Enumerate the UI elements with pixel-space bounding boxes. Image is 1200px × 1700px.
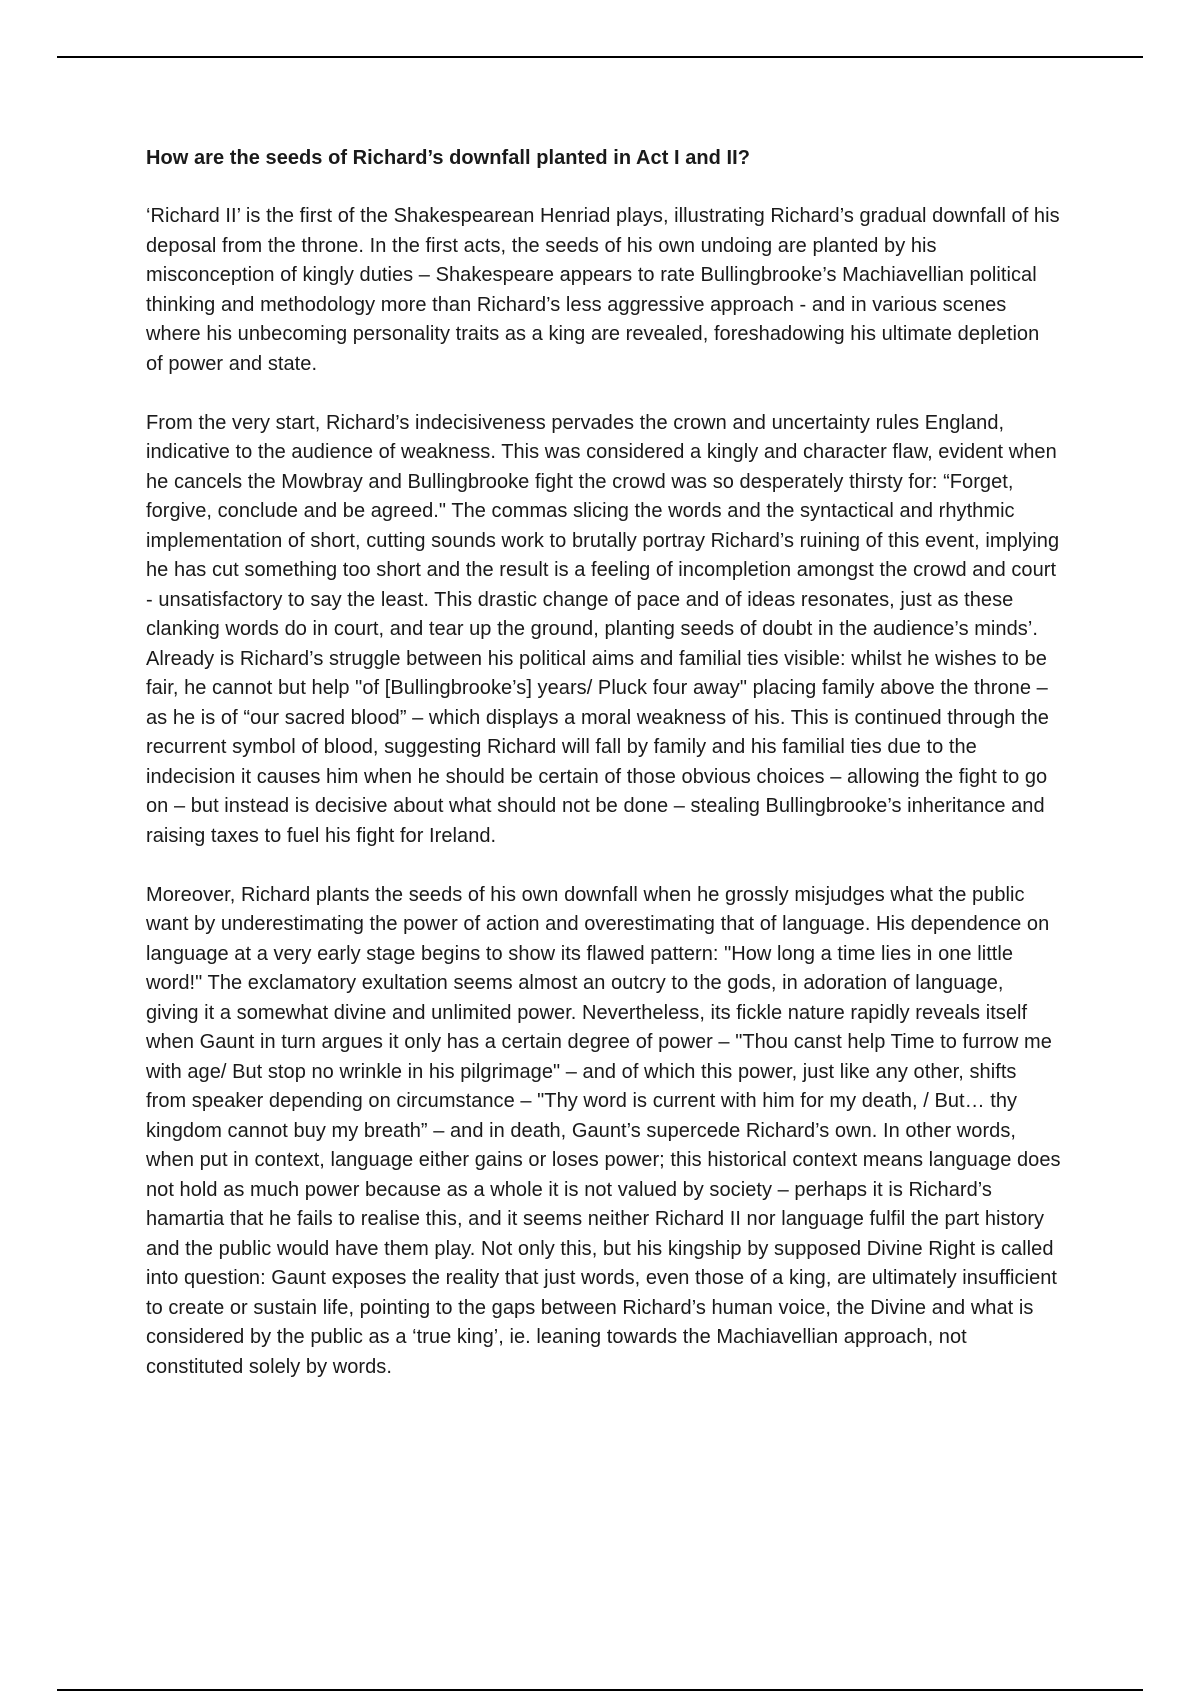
paragraph-language: Moreover, Richard plants the seeds of his own downfall when he grossly misjudges what the public want by underestimating the power of action and overestimating that of language. His dependence on language at a very early stage begins to show its flawed pattern: "How long a time lies in one little word!" The exclamatory exultation seems almost an outcry to the gods, in adoration of language, giving it a somewhat divine and unlimited power. Nevertheless, its fickle nature rapidly reveals itself when Gaunt in turn argues it only has a certain degree of power – "Thou canst help Time to furrow me with age/ But stop no wrinkle in his pilgrimage" – and of which this power, just like any other, shifts from speaker depending on circumstance – "Thy word is current with him for my death, / But… thy kingdom cannot buy my breath” – and in death, Gaunt’s supercede Richard’s own. In other words, when put in context, language either gains or loses power; this historical context means language does not hold as much power because as a whole it is not valued by society – perhaps it is Richard’s hamartia that he fails to realise this, and it seems neither Richard II nor language fulfil the part history and the public would have them play. Not only this, but his kingship by supposed Divine Right is called into question: Gaunt exposes the reality that just words, even those of a king, are ultimately insufficient to create or sustain life, pointing to the gaps between Richard’s human voice, the Divine and what is considered by the public as a ‘true king’, ie. leaning towards the Machiavellian approach, not constituted solely by words. bbox=[146, 883, 1061, 1378]
header-rule bbox=[57, 56, 1143, 58]
essay-title: How are the seeds of Richard’s downfall planted in Act I and II? bbox=[146, 147, 751, 169]
document-body bbox=[146, 144, 1061, 1412]
paragraph-intro: ‘Richard II’ is the first of the Shakespearean Henriad plays, illustrating Richard’s gradual downfall of his deposal from the throne. In the first acts, the seeds of his own undoing are planted by his misconception of kingly duties – Shakespeare appears to rate Bullingbrooke’s Machiavellian political thinking and methodology more than Richard’s less aggressive approach - and in various scenes where his unbecoming personality traits as a king are revealed, foreshadowing his ultimate depletion of power and state. bbox=[146, 205, 1060, 375]
paragraph-indecisiveness: From the very start, Richard’s indecisiveness pervades the crown and uncertainty rules England, indicative to the audience of weakness. This was considered a kingly and character flaw, evident when he cancels the Mowbray and Bullingbrooke fight the crowd was so desperately thirsty for: “Forget, forgive, conclude and be agreed." The commas slicing the words and the syntactical and rhythmic implementation of short, cutting sounds work to brutally portray Richard’s ruining of this event, implying he has cut something too short and the result is a feeling of incompletion amongst the crowd and court - unsatisfactory to say the least. This drastic change of pace and of ideas resonates, just as these clanking words do in court, and tear up the ground, planting seeds of doubt in the audience’s minds’. Already is Richard’s struggle between his political aims and familial ties visible: whilst he wishes to be fair, he cannot but help "of [Bullingbrooke’s] years/ Pluck four away" placing family above the throne – as he is of “our sacred blood” – which displays a moral weakness of his. This is continued through the recurrent symbol of blood, suggesting Richard will fall by family and his familial ties due to the indecision it causes him when he should be certain of those obvious choices – allowing the fight to go on – but instead is decisive about what should not be done – stealing Bullingbrooke’s inheritance and raising taxes to fuel his fight for Ireland. bbox=[146, 411, 1060, 847]
footer-rule bbox=[57, 1689, 1143, 1691]
